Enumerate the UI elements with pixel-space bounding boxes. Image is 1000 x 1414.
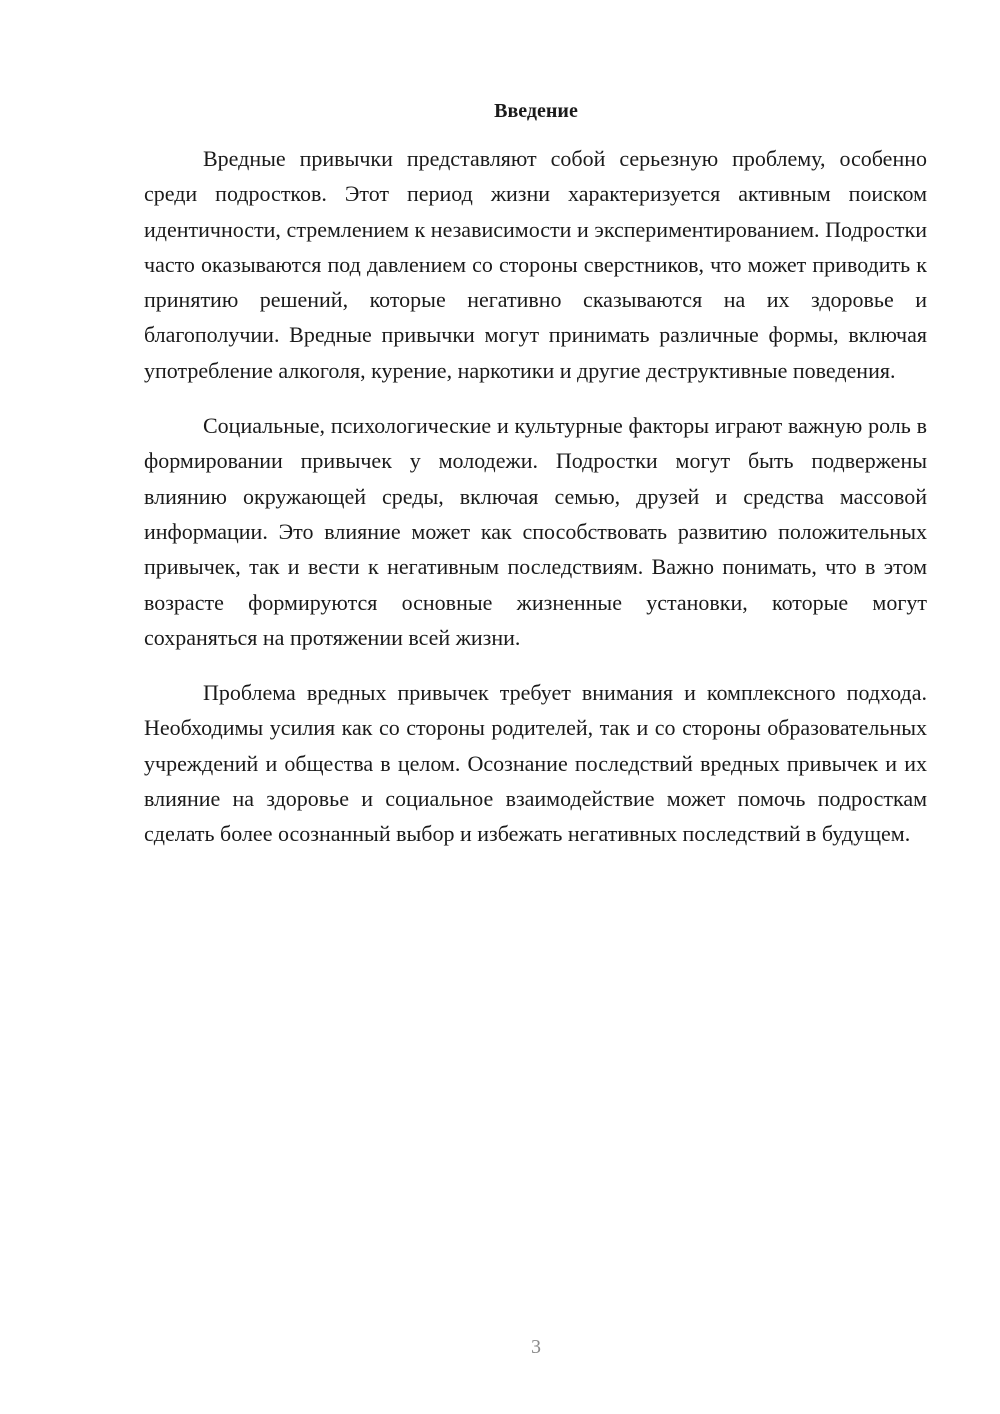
section-heading: Введение [494,100,578,122]
paragraph-2: Социальные, психологические и культурные факторы играют важную роль в формировании привычек у молодежи. Подростки могут быть подвержены влиянию окружающей среды, включая семью, друзей и средства массовой информации. Это влияние может как способствовать развитию положительных привычек, так и вести к негативным последствиям. Важно понимать, что в этом возрасте формируются основные жизненные установки, которые могут сохраняться на протяжении всей жизни. [144,413,927,650]
paragraph-1: Вредные привычки представляют собой серьезную проблему, особенно среди подростков. Этот период жизни характеризуется активным поиском идентичности, стремлением к независимости и экспериментированием. Подростки часто оказываются под давлением со стороны сверстников, что может приводить к принятию решений, которые негативно сказываются на их здоровье и благополучии. Вредные привычки могут принимать различные формы, включая употребление алкоголя, курение, наркотики и другие деструктивные поведения. [144,146,927,383]
paragraph-3: Проблема вредных привычек требует внимания и комплексного подхода. Необходимы усилия как со стороны родителей, так и со стороны образовательных учреждений и общества в целом. Осознание последствий вредных привычек и их влияние на здоровье и социальное взаимодействие может помочь подросткам сделать более осознанный выбор и избежать негативных последствий в будущем. [144,680,927,847]
body-text [144,141,927,872]
page-number: 3 [531,1336,541,1358]
